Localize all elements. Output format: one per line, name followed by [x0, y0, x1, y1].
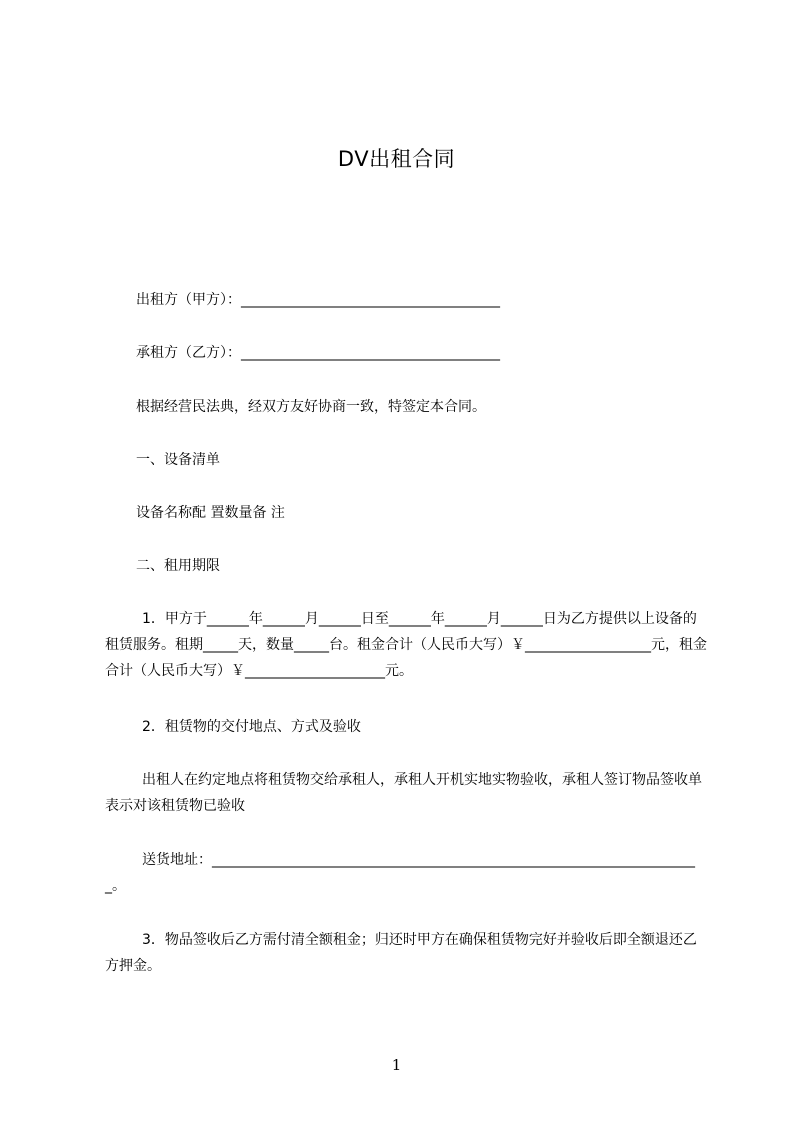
lessee-line: 承租方（乙方）：_____________________________________ [136, 345, 500, 361]
clause2-paragraph: 出租人在约定地点将租赁物交给承租人，承租人开机实地实物验收，承租人签订物品签收单表示对该租赁物已验收 [105, 772, 702, 814]
clause1-paragraph: 1．甲方于______年______月______日至______年______月______日为乙方提供以上设备的租赁服务。租期_____天，数量_____台。租金合计（人民币大写）￥__________________元，租金合计（人民币大写）￥____________________元。 [105, 611, 707, 679]
delivery-address-line: 送货地址：______________________________________________________________________。 [105, 852, 695, 894]
clause3-paragraph: 3．物品签收后乙方需付清全额租金；归还时甲方在确保租赁物完好并验收后即全额退还乙方押金。 [105, 932, 697, 974]
equipment-list-header: 设备名称配 置数量备 注 [136, 505, 285, 521]
page-number: 1 [391, 1056, 402, 1074]
document-title: DV出租合同 [337, 147, 456, 171]
intro-paragraph: 根据经营民法典，经双方友好协商一致，特签定本合同。 [136, 399, 486, 415]
section2-heading: 二、租用期限 [136, 558, 220, 574]
clause2-heading: 2．租赁物的交付地点、方式及验收 [142, 719, 361, 735]
lessor-line: 出租方（甲方）：_____________________________________ [136, 292, 500, 308]
section1-heading: 一、设备清单 [136, 452, 220, 468]
